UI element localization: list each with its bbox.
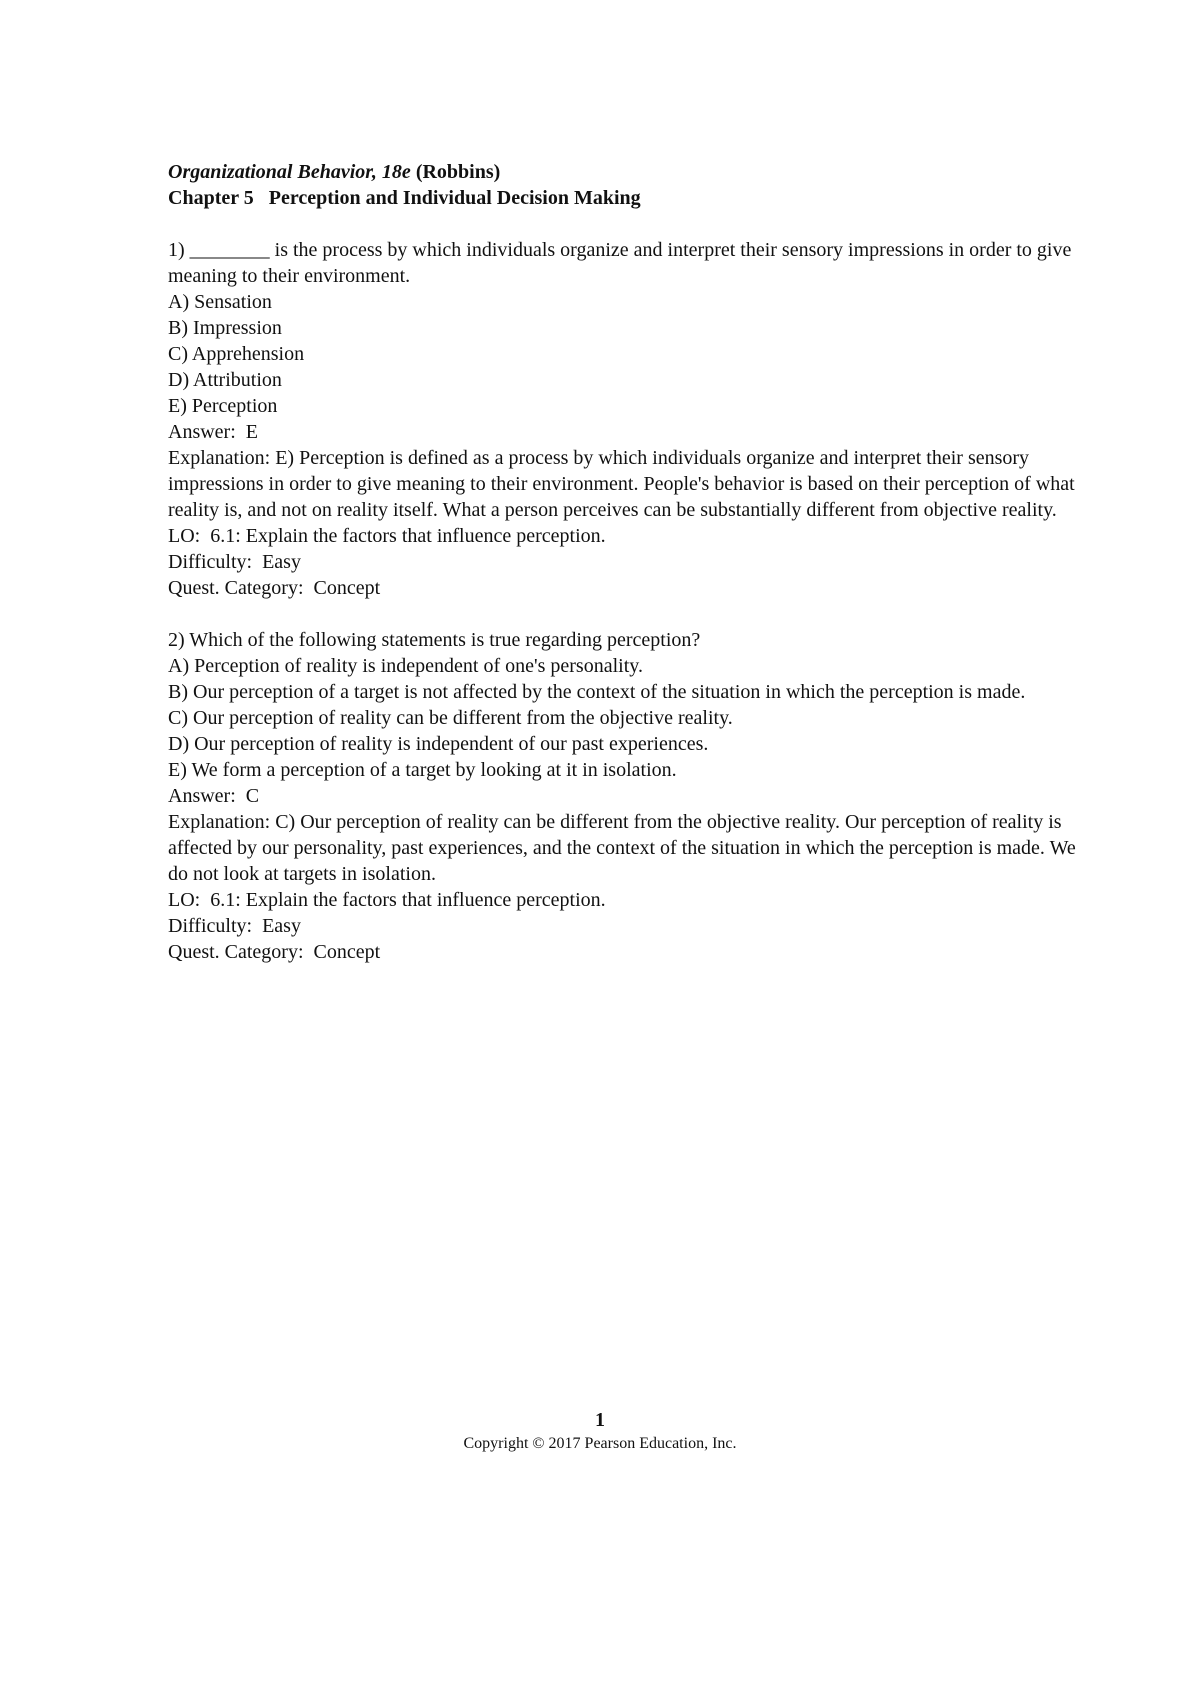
explanation: Explanation: E) Perception is defined as a process by which individuals organize and interpret their sensory impressions in order to give meaning to their environment. People's behavior is based on their perception of what reality is, and not on reality itself. What a person perceives can be substantially different from objective reality.	[168, 447, 1075, 521]
option-e: E) Perception	[168, 395, 278, 417]
option-a: A) Sensation	[168, 291, 272, 313]
difficulty: Difficulty: Easy	[168, 551, 301, 573]
answer: Answer: C	[168, 785, 260, 807]
answer: Answer: E	[168, 421, 258, 443]
option-c: C) Apprehension	[168, 343, 305, 365]
explanation: Explanation: C) Our perception of reality can be different from the objective reality. Our perception of reality is affected by our personality, past experiences, and the context of the situation in which the perception is made. We do not look at targets in isolation.	[168, 811, 1076, 885]
chapter-title: Chapter 5 Perception and Individual Decision Making	[168, 187, 641, 209]
copyright-notice: Copyright © 2017 Pearson Education, Inc.	[463, 1435, 737, 1452]
document-title	[168, 159, 1088, 185]
difficulty: Difficulty: Easy	[168, 915, 301, 937]
page-number: 1	[595, 1409, 605, 1431]
question-2	[168, 627, 1088, 965]
option-e: E) We form a perception of a target by looking at it in isolation.	[168, 759, 677, 781]
question-1	[168, 237, 1088, 601]
option-d: D) Our perception of reality is independent of our past experiences.	[168, 733, 709, 755]
option-c: C) Our perception of reality can be different from the objective reality.	[168, 707, 733, 729]
question-stem: 1) ________ is the process by which individuals organize and interpret their sensory impressions in order to give meaning to their environment.	[168, 239, 1072, 287]
question-category: Quest. Category: Concept	[168, 577, 381, 599]
learning-objective: LO: 6.1: Explain the factors that influence perception.	[168, 525, 606, 547]
option-b: B) Our perception of a target is not affected by the context of the situation in which the perception is made.	[168, 681, 1026, 703]
option-d: D) Attribution	[168, 369, 282, 391]
option-a: A) Perception of reality is independent of one's personality.	[168, 655, 643, 677]
page-content	[168, 159, 1088, 965]
question-category: Quest. Category: Concept	[168, 941, 381, 963]
option-b: B) Impression	[168, 317, 282, 339]
question-stem: 2) Which of the following statements is true regarding perception?	[168, 629, 701, 651]
book-title: Organizational Behavior, 18e	[168, 161, 411, 183]
learning-objective: LO: 6.1: Explain the factors that influence perception.	[168, 889, 606, 911]
book-author: (Robbins)	[410, 161, 501, 183]
